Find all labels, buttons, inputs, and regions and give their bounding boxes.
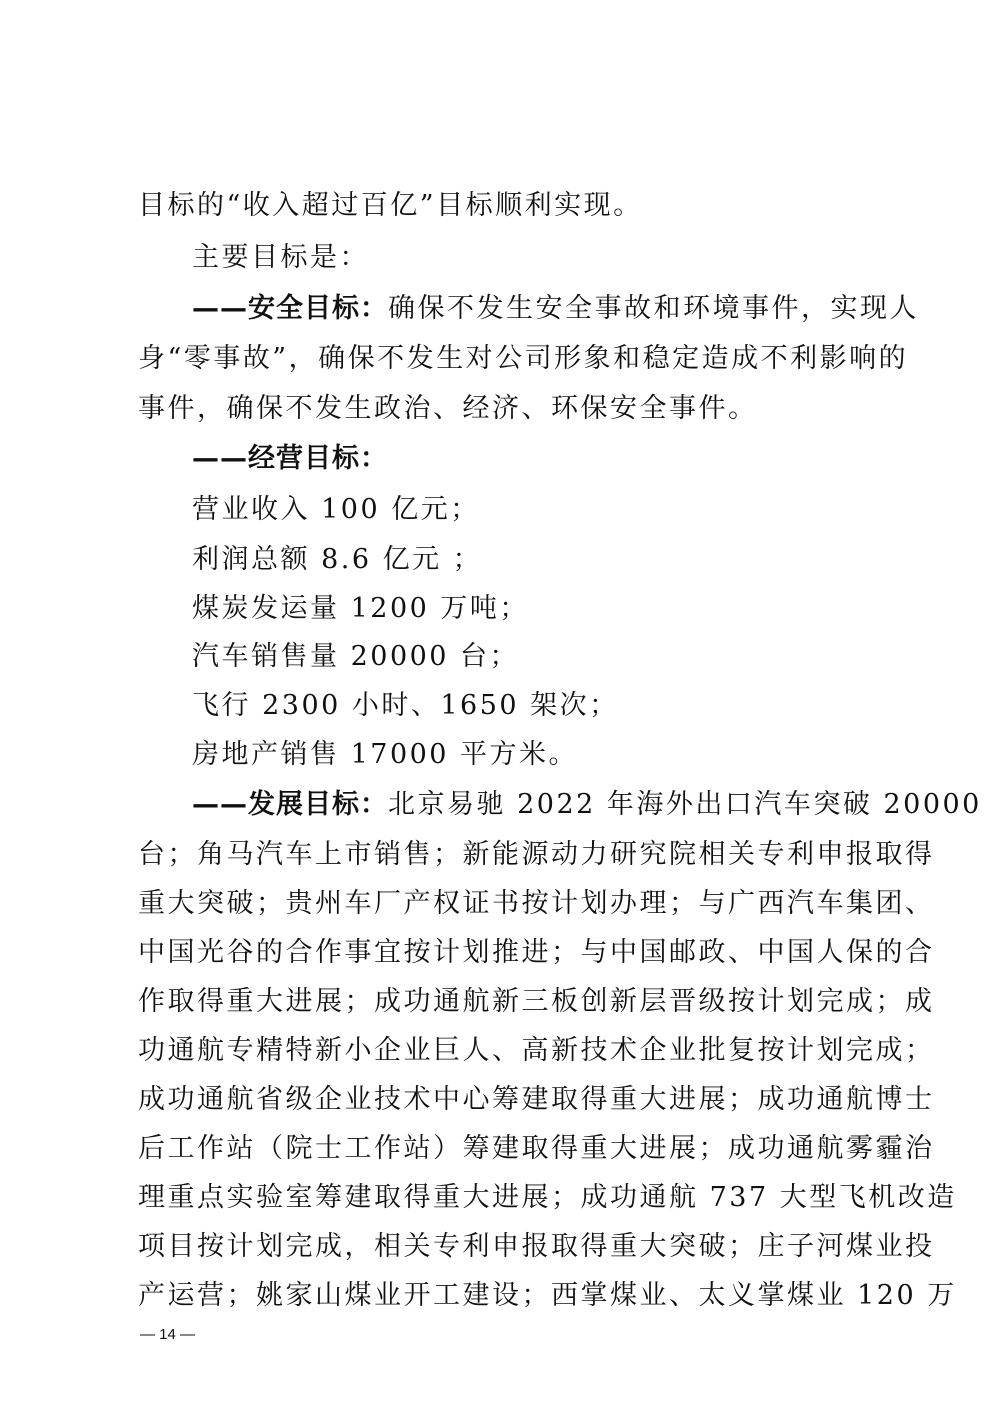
development-goal-line-7	[138, 1080, 935, 1120]
line-text: 理重点实验室筹建取得重大进展；成功通航 737 大型飞机改造	[138, 1182, 957, 1213]
line-text: 功通航专精特新小企业巨人、高新技术企业批复按计划完成；	[138, 1035, 935, 1066]
line-text: 目标的“收入超过百亿”目标顺利实现。	[138, 190, 643, 221]
business-goal-revenue	[192, 490, 932, 530]
line-text: 成功通航省级企业技术中心筹建取得重大进展；成功通航博士	[138, 1084, 935, 1115]
development-goal-line-2	[138, 835, 935, 875]
development-goal-line-3	[138, 884, 935, 924]
safety-goal-line-3	[138, 389, 878, 429]
safety-goal-line-1	[192, 289, 919, 329]
main-goals-heading	[192, 238, 932, 278]
line-text: 飞行 2300 小时、1650 架次；	[192, 690, 619, 721]
line-text: 后工作站（院士工作站）筹建取得重大进展；成功通航雾霾治	[138, 1133, 935, 1164]
development-goal-line-11	[138, 1276, 957, 1316]
line-text: 确保不发生安全事故和环境事件，实现人	[388, 293, 919, 324]
line-text: 主要目标是：	[192, 242, 369, 273]
development-goal-line-8	[138, 1129, 935, 1169]
business-goal-auto-sales	[192, 637, 932, 677]
line-text: 事件，确保不发生政治、经济、环保安全事件。	[138, 393, 758, 424]
development-goal-line-6	[138, 1031, 935, 1071]
development-goal-line-9	[138, 1178, 957, 1218]
development-goal-line-4	[138, 933, 935, 973]
line-text: 台；角马汽车上市销售；新能源动力研究院相关专利申报取得	[138, 839, 935, 870]
line-text: 北京易驰 2022 年海外出口汽车突破 20000	[388, 789, 982, 820]
line-text: 房地产销售 17000 平方米。	[192, 739, 579, 770]
page-number: — 14 —	[140, 1326, 196, 1343]
line-text: 煤炭发运量 1200 万吨；	[192, 593, 529, 624]
safety-goal-label: ——安全目标：	[192, 293, 388, 324]
business-goal-coal	[192, 589, 932, 629]
business-goal-real-estate	[192, 735, 932, 775]
line-text: 营业收入 100 亿元；	[192, 494, 480, 525]
business-goal-profit	[192, 540, 932, 580]
line-text: 作取得重大进展；成功通航新三板创新层晋级按计划完成；成	[138, 986, 935, 1017]
line-text: 利润总额 8.6 亿元 ；	[192, 544, 483, 575]
safety-goal-line-2	[138, 339, 909, 379]
development-goal-label: ——发展目标：	[192, 789, 388, 820]
line-text: 重大突破；贵州车厂产权证书按计划办理；与广西汽车集团、	[138, 888, 935, 919]
development-goal-line-5	[138, 982, 935, 1022]
line-text: 汽车销售量 20000 台；	[192, 641, 520, 672]
development-goal-line-1	[192, 785, 982, 825]
line-text: 项目按计划完成，相关专利申报取得重大突破；庄子河煤业投	[138, 1231, 935, 1262]
paragraph-intro-continuation	[138, 186, 878, 226]
business-goal-flights	[192, 686, 932, 726]
line-text: 身“零事故”，确保不发生对公司形象和稳定造成不利影响的	[138, 343, 909, 374]
business-goal-heading	[192, 439, 932, 479]
development-goal-line-10	[138, 1227, 935, 1267]
line-text: 中国光谷的合作事宜按计划推进；与中国邮政、中国人保的合	[138, 937, 935, 968]
business-goal-label: ——经营目标：	[192, 443, 388, 474]
line-text: 产运营；姚家山煤业开工建设；西掌煤业、太义掌煤业 120 万	[138, 1280, 957, 1311]
